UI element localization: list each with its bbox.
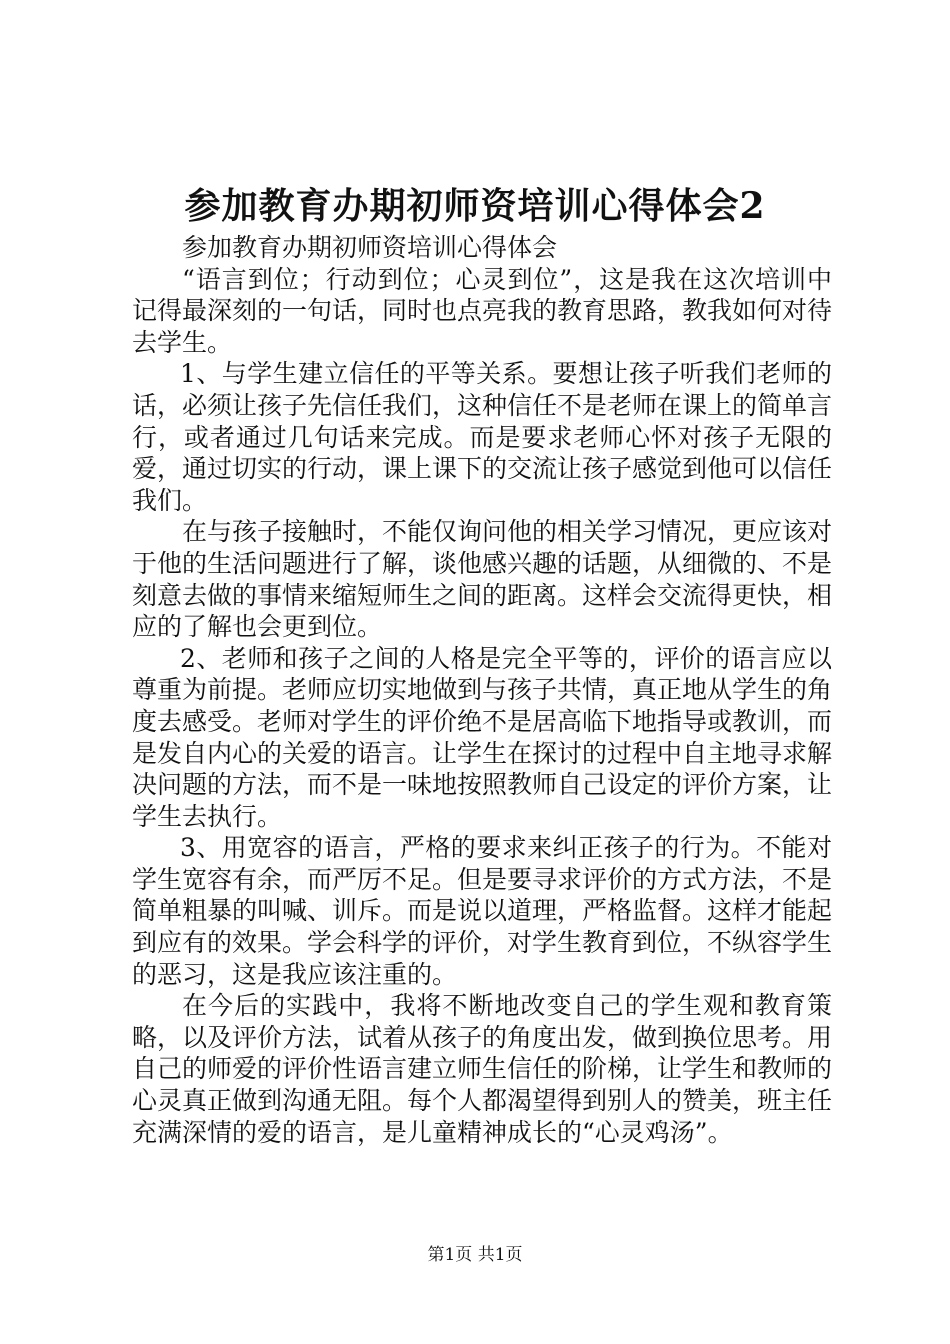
document-title: 参加教育办期初师资培训心得体会2 — [184, 185, 766, 228]
document-body — [132, 232, 832, 1148]
contact-paragraph: 在与孩子接触时，不能仅询问他的相关学习情况，更应该对于他的生活问题进行了解，谈他感兴趣的话题，从细微的、不是刻意去做的事情来缩短师生之间的距离。这样会交流得更快，相应的了解也会更到位。 — [132, 517, 833, 642]
subtitle-paragraph: 参加教育办期初师资培训心得体会 — [182, 233, 558, 262]
point-2-paragraph: 2、老师和孩子之间的人格是完全平等的，评价的语言应以尊重为前提。老师应切实地做到与孩子共情，真正地从学生的角度去感受。老师对学生的评价绝不是居高临下地指导或教训，而是发自内心的关爱的语言。让学生在探讨的过程中自主地寻求解决问题的方法，而不是一味地按照教师自己设定的评价方案，让学生去执行。 — [132, 643, 833, 831]
point-3-paragraph: 3、用宽容的语言，严格的要求来纠正孩子的行为。不能对学生宽容有余，而严厉不足。但是要寻求评价的方式方法，不是简单粗暴的叫喊、训斥。而是说以道理，严格监督。这样才能起到应有的效果。学会科学的评价，对学生教育到位，不纵容学生的恶习，这是我应该注重的。 — [132, 833, 833, 989]
page-number-footer: 第1页 共1页 — [427, 1245, 523, 1265]
intro-paragraph: “语言到位；行动到位；心灵到位”，这是我在这次培训中记得最深刻的一句话，同时也点亮我的教育思路，教我如何对待去学生。 — [132, 264, 833, 357]
conclusion-paragraph: 在今后的实践中，我将不断地改变自己的学生观和教育策略，以及评价方法，试着从孩子的角度出发，做到换位思考。用自己的师爱的评价性语言建立师生信任的阶梯，让学生和教师的心灵真正做到沟通无阻。每个人都渴望得到别人的赞美，班主任充满深情的爱的语言，是儿童精神成长的“心灵鸡汤”。 — [132, 991, 833, 1147]
point-1-paragraph: 1、与学生建立信任的平等关系。要想让孩子听我们老师的话，必须让孩子先信任我们，这种信任不是老师在课上的简单言行，或者通过几句话来完成。而是要求老师心怀对孩子无限的爱，通过切实的行动，课上课下的交流让孩子感觉到他可以信任我们。 — [132, 359, 833, 515]
